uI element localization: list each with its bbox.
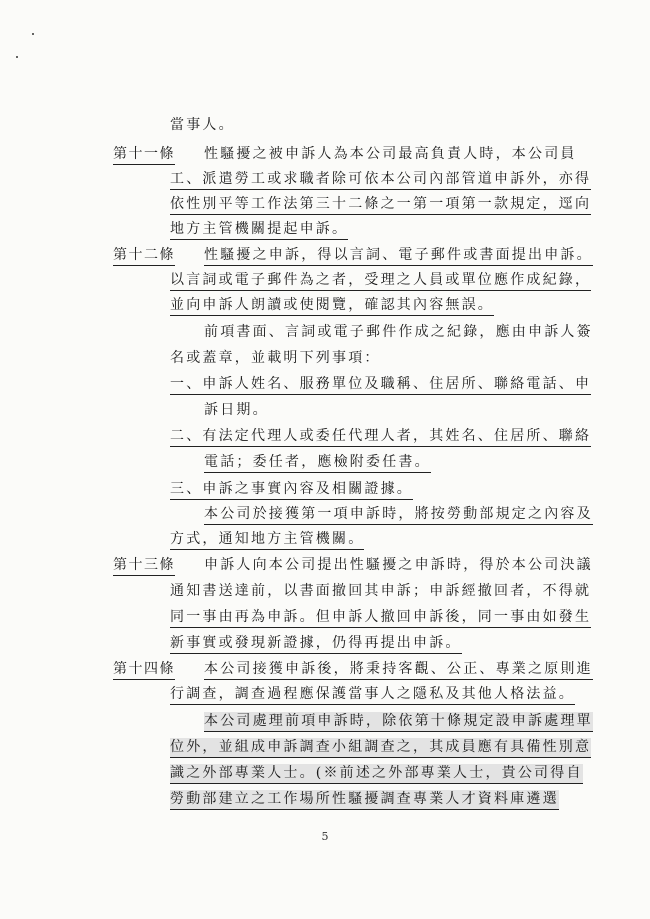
text-line: 方式，通知地方主管機關。 [170, 530, 364, 550]
text-line: 本公司處理前項申訴時，除依第十條規定設申訴處理單 [204, 712, 593, 732]
text-line: 新事實或發現新證據，仍得再提出申訴。 [170, 634, 462, 654]
text-line: 行調查，調查過程應保護當事人之隱私及其他人格法益。 [170, 685, 575, 705]
text-line: 當事人。 [170, 117, 235, 133]
article-heading-12: 第十二條 [113, 246, 175, 266]
article-heading-13: 第十三條 [113, 556, 175, 576]
text-line: 通知書送達前，以書面撤回其申訴；申訴經撤回者，不得就 [170, 583, 592, 599]
text-line: 並向申訴人朗讀或使閱覽，確認其內容無誤。 [170, 296, 494, 316]
text-line: 性騷擾之被申訴人為本公司最高負責人時，本公司員 [204, 146, 577, 162]
text-line: 申訴人向本公司提出性騷擾之申訴時，得於本公司決議 [204, 557, 593, 573]
text-line: 性騷擾之申訴，得以言詞、電子郵件或書面提出申訴。 [204, 246, 593, 266]
text-line: 電話；委任者，應檢附委任書。 [204, 453, 431, 473]
list-item: 三、申訴之事實內容及相關證據。 [170, 480, 413, 500]
text-line: 以言詞或電子郵件為之者，受理之人員或單位應作成紀錄， [170, 271, 591, 291]
text-line: 同一事由再為申訴。但申訴人撤回申訴後，同一事由如發生 [170, 608, 591, 628]
list-item: 一、申訴人姓名、服務單位及職稱、住居所、聯絡電話、申 [170, 375, 591, 395]
scan-speck [32, 33, 34, 35]
text-line: 本公司於接獲第一項申訴時，將按勞動部規定之內容及 [204, 505, 593, 525]
text-line: 地方主管機關提起申訴。 [170, 220, 348, 240]
text-line: 識之外部專業人士。(※前述之外部專業人士，貴公司得自 [170, 764, 583, 784]
text-line: 前項書面、言詞或電子郵件作成之紀錄，應由申訴人簽 [204, 324, 593, 340]
article-heading-14: 第十四條 [113, 660, 175, 680]
text-line: 勞動部建立之工作場所性騷擾調查專業人才資料庫遴選 [170, 790, 559, 810]
list-item: 二、有法定代理人或委任代理人者，其姓名、住居所、聯絡 [170, 427, 591, 447]
scan-speck [16, 56, 18, 58]
text-line: 依性別平等工作法第三十二條之一第一項第一款規定，逕向 [170, 195, 591, 215]
text-line: 位外，並組成申訴調查小組調查之，其成員應有具備性別意 [170, 738, 591, 758]
text-line: 工、派遣勞工或求職者除可依本公司內部管道申訴外，亦得 [170, 170, 591, 190]
page-number: 5 [321, 830, 329, 843]
article-heading-11: 第十一條 [113, 145, 175, 165]
text-line: 名或蓋章，並載明下列事項： [170, 350, 381, 366]
text-line: 本公司接獲申訴後，將秉持客觀、公正、專業之原則進 [204, 660, 593, 680]
text-line: 訴日期。 [204, 402, 269, 418]
